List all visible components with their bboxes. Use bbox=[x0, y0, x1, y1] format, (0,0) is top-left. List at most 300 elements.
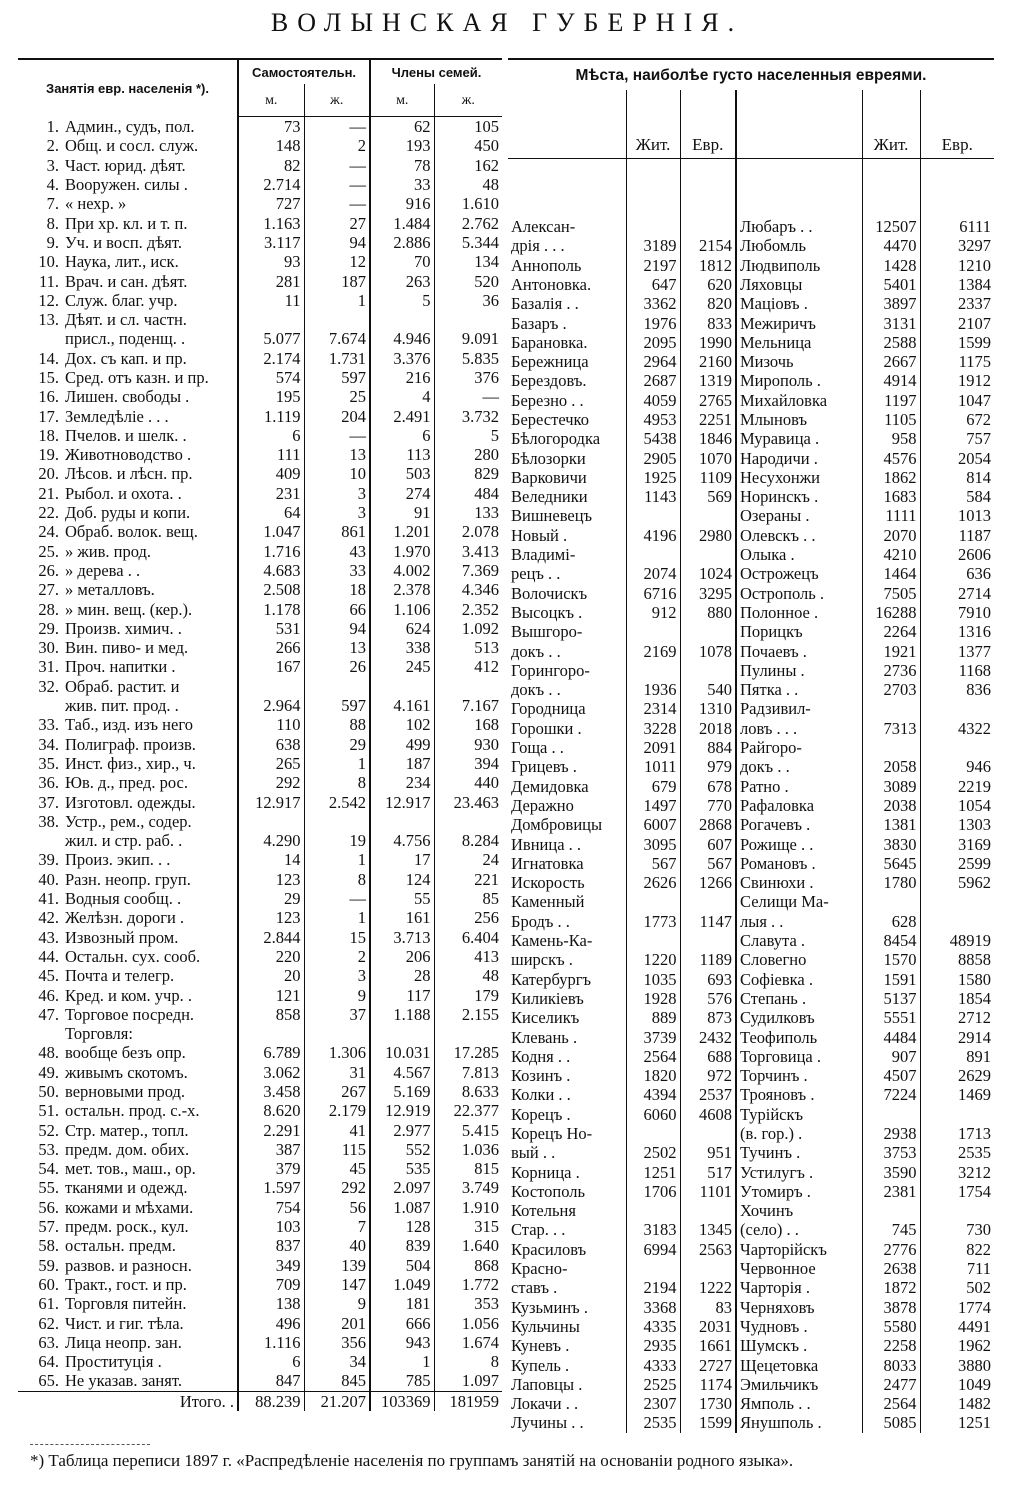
value-cell bbox=[238, 677, 304, 696]
table-row bbox=[18, 271, 502, 290]
table-row bbox=[18, 213, 502, 232]
value-cell: 28 bbox=[370, 966, 434, 985]
row-number: 59. bbox=[38, 1255, 59, 1275]
place-name bbox=[736, 159, 862, 179]
place-name: Березно . . bbox=[511, 390, 584, 410]
value-cell: 15 bbox=[304, 927, 370, 946]
zhit-cell: 4484 bbox=[862, 1027, 920, 1046]
table-row bbox=[18, 1140, 502, 1159]
evr-cell: 2629 bbox=[920, 1066, 994, 1085]
place-name: Шумскъ . bbox=[736, 1336, 862, 1355]
zhit-cell: 1780 bbox=[862, 873, 920, 892]
place-name: Людвиполь bbox=[736, 255, 862, 274]
zhit-cell: 1251 bbox=[626, 1162, 680, 1181]
zhit-cell: 5551 bbox=[862, 1008, 920, 1027]
place-name: Почаевъ . bbox=[736, 641, 862, 660]
value-cell: 3.713 bbox=[370, 927, 434, 946]
value-cell: 147 bbox=[304, 1275, 370, 1294]
value-cell: 3.749 bbox=[434, 1178, 502, 1197]
row-number: 18. bbox=[38, 425, 59, 445]
evr-cell: 620 bbox=[680, 275, 736, 294]
evr-cell: 1846 bbox=[680, 429, 736, 448]
table-row bbox=[508, 178, 994, 197]
place-name: Межиричъ bbox=[736, 313, 862, 332]
place-name: Мельница bbox=[736, 333, 862, 352]
place-name: Черняховъ bbox=[736, 1298, 862, 1317]
evr-cell: 946 bbox=[920, 757, 994, 776]
zhit-cell: 2703 bbox=[862, 680, 920, 699]
value-cell: 815 bbox=[434, 1159, 502, 1178]
zhit-cell: 2314 bbox=[626, 699, 680, 718]
row-number bbox=[18, 696, 62, 715]
zhit-cell: 2535 bbox=[626, 1413, 680, 1432]
table-row bbox=[18, 850, 502, 869]
place-name: Берестечко bbox=[511, 410, 589, 429]
value-cell bbox=[370, 812, 434, 831]
evr-cell: 1303 bbox=[920, 815, 994, 834]
value-cell: 2 bbox=[304, 947, 370, 966]
value-cell: 7.813 bbox=[434, 1063, 502, 1082]
zhit-cell: 12507 bbox=[862, 217, 920, 236]
zhit-cell: 3095 bbox=[626, 834, 680, 853]
place-name: Городница bbox=[511, 699, 586, 719]
value-cell: 187 bbox=[370, 754, 434, 773]
value-cell: 3 bbox=[304, 966, 370, 985]
table-row bbox=[508, 1317, 994, 1336]
value-cell: 531 bbox=[238, 619, 304, 638]
place-name: Гоща . . bbox=[511, 738, 564, 758]
value-cell: 281 bbox=[238, 271, 304, 290]
evr-cell: 1189 bbox=[680, 950, 736, 969]
value-cell: 256 bbox=[434, 908, 502, 927]
table-row bbox=[18, 1101, 502, 1120]
value-cell: 167 bbox=[238, 657, 304, 676]
row-number: 31. bbox=[38, 657, 59, 677]
occupation-label: Торговля: bbox=[62, 1024, 238, 1043]
row-number: 14. bbox=[38, 348, 59, 368]
evr-cell: 972 bbox=[680, 1066, 736, 1085]
evr-cell bbox=[920, 1201, 994, 1220]
zhit-cell bbox=[862, 178, 920, 197]
value-cell: 349 bbox=[238, 1256, 304, 1275]
place-name: Новый . bbox=[511, 525, 568, 545]
table-row bbox=[508, 815, 994, 834]
value-cell: 220 bbox=[238, 947, 304, 966]
evr-cell bbox=[920, 892, 994, 911]
value-cell: 484 bbox=[434, 484, 502, 503]
place-name: ловъ . . . bbox=[736, 719, 862, 738]
place-name: Демидовка bbox=[511, 776, 589, 796]
place-name: Каменный bbox=[511, 892, 585, 912]
table-row bbox=[18, 792, 502, 811]
evr-cell: 569 bbox=[680, 487, 736, 506]
row-number: 24. bbox=[38, 522, 59, 542]
row-number: 1. bbox=[46, 116, 59, 136]
value-cell: 1.097 bbox=[434, 1371, 502, 1391]
occupation-label: При хр. кл. и т. п. bbox=[62, 213, 238, 232]
evr-cell: 8858 bbox=[920, 950, 994, 969]
occupation-label: Лѣсов. и лѣсн. пр. bbox=[62, 464, 238, 483]
zhit-cell: 3590 bbox=[862, 1162, 920, 1181]
table-row bbox=[18, 735, 502, 754]
evr-cell bbox=[680, 217, 736, 236]
value-cell: 535 bbox=[370, 1159, 434, 1178]
occupation-label: развов. и разносн. bbox=[62, 1256, 238, 1275]
place-name: Ямполь . . bbox=[736, 1394, 862, 1413]
value-cell: 2.491 bbox=[370, 406, 434, 425]
value-cell: 22.377 bbox=[434, 1101, 502, 1120]
zhit-cell: 3362 bbox=[626, 294, 680, 313]
value-cell: 3.117 bbox=[238, 233, 304, 252]
evr-cell bbox=[920, 1105, 994, 1124]
row-number: 4. bbox=[46, 175, 59, 195]
table-row bbox=[508, 1259, 994, 1278]
value-cell: 267 bbox=[304, 1082, 370, 1101]
place-name: Несухонжи bbox=[736, 468, 862, 487]
evr-cell: 2337 bbox=[920, 294, 994, 313]
value-cell: 12.917 bbox=[238, 792, 304, 811]
evr-header: Евр. bbox=[920, 90, 994, 159]
place-name: Высоцкъ . bbox=[511, 602, 583, 622]
evr-cell: 2219 bbox=[920, 777, 994, 796]
row-number: 9. bbox=[46, 232, 59, 252]
value-cell: 73 bbox=[238, 117, 304, 137]
place-name: Хочинъ bbox=[736, 1201, 862, 1220]
zhit-cell: 2038 bbox=[862, 796, 920, 815]
place-name: Мизочь bbox=[736, 352, 862, 371]
value-cell: 1.047 bbox=[238, 522, 304, 541]
value-cell: 115 bbox=[304, 1140, 370, 1159]
value-cell: 1.188 bbox=[370, 1005, 434, 1024]
occupation-label: Вин. пиво- и мед. bbox=[62, 638, 238, 657]
table-row bbox=[18, 522, 502, 541]
table-row bbox=[18, 1371, 502, 1391]
place-name: вый . . bbox=[511, 1143, 556, 1163]
evr-cell: 711 bbox=[920, 1259, 994, 1278]
value-cell: 552 bbox=[370, 1140, 434, 1159]
value-cell: 1 bbox=[304, 850, 370, 869]
evr-cell: 2599 bbox=[920, 854, 994, 873]
table-row bbox=[18, 1236, 502, 1255]
row-number: 54. bbox=[38, 1159, 59, 1179]
occupation-label: Дох. съ кап. и пр. bbox=[62, 349, 238, 368]
zhit-cell: 3753 bbox=[862, 1143, 920, 1162]
table-row bbox=[508, 1047, 994, 1066]
zhit-cell: 1936 bbox=[626, 680, 680, 699]
table-row bbox=[18, 1313, 502, 1332]
occupation-label: Торговля питейн. bbox=[62, 1294, 238, 1313]
place-name: Чарторійскъ bbox=[736, 1240, 862, 1259]
zhit-cell bbox=[862, 892, 920, 911]
row-number: 56. bbox=[38, 1197, 59, 1217]
value-cell: 12.917 bbox=[370, 792, 434, 811]
value-cell: 409 bbox=[238, 464, 304, 483]
zhit-cell: 7505 bbox=[862, 584, 920, 603]
places-body bbox=[508, 159, 994, 1433]
table-row bbox=[508, 333, 994, 352]
evr-cell: 820 bbox=[680, 294, 736, 313]
places-name-header bbox=[508, 90, 626, 159]
occupation-label: Животноводство . bbox=[62, 445, 238, 464]
value-cell: 315 bbox=[434, 1217, 502, 1236]
occupation-label: Уч. и восп. дѣят. bbox=[62, 233, 238, 252]
zhit-cell: 2058 bbox=[862, 757, 920, 776]
occupation-label: Пчелов. и шелк. . bbox=[62, 426, 238, 445]
value-cell: 133 bbox=[434, 503, 502, 522]
table-row bbox=[508, 1375, 994, 1394]
value-cell: 43 bbox=[304, 542, 370, 561]
table-row bbox=[18, 638, 502, 657]
table-row bbox=[508, 371, 994, 390]
place-name: Красно- bbox=[511, 1259, 568, 1279]
occupation-label: жив. пит. прод. . bbox=[62, 696, 238, 715]
table-row bbox=[18, 445, 502, 464]
zhit-cell bbox=[626, 1259, 680, 1278]
evr-cell bbox=[680, 545, 736, 564]
total-cell: 181959 bbox=[434, 1391, 502, 1411]
place-name: Чудновъ . bbox=[736, 1317, 862, 1336]
occupation-label: Извозный пром. bbox=[62, 927, 238, 946]
value-cell: 82 bbox=[238, 156, 304, 175]
value-cell: 496 bbox=[238, 1313, 304, 1332]
zhit-cell: 2626 bbox=[626, 873, 680, 892]
value-cell: 34 bbox=[304, 1352, 370, 1371]
table-row bbox=[18, 754, 502, 773]
value-cell: 292 bbox=[238, 773, 304, 792]
value-cell: 1.674 bbox=[434, 1333, 502, 1352]
evr-cell: 2712 bbox=[920, 1008, 994, 1027]
table-row bbox=[508, 969, 994, 988]
table-row bbox=[18, 329, 502, 348]
place-name bbox=[508, 159, 626, 179]
table-row bbox=[508, 1201, 994, 1220]
zhit-cell: 3878 bbox=[862, 1298, 920, 1317]
place-name: Кульчины bbox=[511, 1316, 580, 1336]
table-row bbox=[18, 561, 502, 580]
zhit-cell: 1197 bbox=[862, 391, 920, 410]
evr-cell bbox=[680, 506, 736, 525]
value-cell: 24 bbox=[434, 850, 502, 869]
value-cell: 1.484 bbox=[370, 213, 434, 232]
table-row bbox=[18, 349, 502, 368]
table-row bbox=[18, 484, 502, 503]
zhit-cell: 1773 bbox=[626, 912, 680, 931]
value-cell: 7.674 bbox=[304, 329, 370, 348]
table-row bbox=[18, 503, 502, 522]
place-name: (село) . . bbox=[736, 1220, 862, 1239]
place-name: Рогачевъ . bbox=[736, 815, 862, 834]
table-row bbox=[508, 217, 994, 236]
occupation-label: вообще безъ опр. bbox=[62, 1043, 238, 1062]
table-row bbox=[508, 255, 994, 274]
value-cell: 1 bbox=[304, 291, 370, 310]
value-cell: 121 bbox=[238, 985, 304, 1004]
table-row bbox=[18, 156, 502, 175]
table-row bbox=[18, 715, 502, 734]
table-row bbox=[508, 603, 994, 622]
row-number: 20. bbox=[38, 464, 59, 484]
row-number: 13. bbox=[38, 310, 59, 330]
evr-cell: 1912 bbox=[920, 371, 994, 390]
evr-cell: 1049 bbox=[920, 1375, 994, 1394]
occupation-label: верновыми прод. bbox=[62, 1082, 238, 1101]
table-row bbox=[18, 812, 502, 831]
occupation-label: Изготовл. одежды. bbox=[62, 792, 238, 811]
evr-cell: 1730 bbox=[680, 1394, 736, 1413]
place-name: дрія . . . bbox=[511, 236, 565, 256]
occupation-label: Част. юрид. дѣят. bbox=[62, 156, 238, 175]
value-cell: 3 bbox=[304, 484, 370, 503]
row-number: 11. bbox=[38, 271, 59, 291]
occupation-label: остальн. прод. с.-х. bbox=[62, 1101, 238, 1120]
table-row bbox=[18, 985, 502, 1004]
value-cell: 1.910 bbox=[434, 1198, 502, 1217]
place-name: Искорость bbox=[511, 873, 585, 893]
evr-cell: 688 bbox=[680, 1047, 736, 1066]
zhit-cell: 1976 bbox=[626, 313, 680, 332]
value-cell bbox=[238, 812, 304, 831]
table-row bbox=[508, 1124, 994, 1143]
evr-cell: 4322 bbox=[920, 719, 994, 738]
place-name: рецъ . . bbox=[511, 564, 561, 584]
table-row bbox=[508, 1105, 994, 1124]
value-cell: 88 bbox=[304, 715, 370, 734]
table-row bbox=[18, 1005, 502, 1024]
evr-cell bbox=[680, 1259, 736, 1278]
place-name: Волочискъ bbox=[511, 583, 588, 603]
table-row bbox=[508, 1220, 994, 1239]
value-cell bbox=[304, 310, 370, 329]
table-row bbox=[508, 429, 994, 448]
value-cell: 356 bbox=[304, 1333, 370, 1352]
value-cell: 117 bbox=[370, 985, 434, 1004]
row-number: 49. bbox=[38, 1062, 59, 1082]
place-name: Полонное . bbox=[736, 603, 862, 622]
place-name: Костополь bbox=[511, 1181, 586, 1201]
value-cell bbox=[370, 310, 434, 329]
occupation-label: предм. дом. обих. bbox=[62, 1140, 238, 1159]
zhit-cell: 2687 bbox=[626, 371, 680, 390]
value-cell: 2.762 bbox=[434, 213, 502, 232]
zhit-cell: 8033 bbox=[862, 1355, 920, 1374]
place-name: Ляховцы bbox=[736, 275, 862, 294]
evr-cell: 951 bbox=[680, 1143, 736, 1162]
place-name: Лаповцы . bbox=[511, 1374, 583, 1394]
value-cell: 499 bbox=[370, 735, 434, 754]
occupation-label: Наука, лит., иск. bbox=[62, 252, 238, 271]
table-row bbox=[18, 136, 502, 155]
evr-cell: 1812 bbox=[680, 255, 736, 274]
footnote-rule bbox=[30, 1444, 150, 1445]
value-cell: 9 bbox=[304, 985, 370, 1004]
value-cell: 10 bbox=[304, 464, 370, 483]
zhit-cell: 1111 bbox=[862, 506, 920, 525]
table-row bbox=[508, 757, 994, 776]
value-cell: 9.091 bbox=[434, 329, 502, 348]
value-cell: 4.946 bbox=[370, 329, 434, 348]
place-name: Вышгоро- bbox=[511, 622, 583, 642]
family-m-header: м. bbox=[370, 84, 434, 117]
row-number: 17. bbox=[38, 406, 59, 426]
value-cell: 394 bbox=[434, 754, 502, 773]
value-cell bbox=[238, 310, 304, 329]
evr-cell bbox=[920, 178, 994, 197]
value-cell: 148 bbox=[238, 136, 304, 155]
zhit-cell: 3189 bbox=[626, 236, 680, 255]
value-cell: 111 bbox=[238, 445, 304, 464]
value-cell: 139 bbox=[304, 1256, 370, 1275]
value-cell: 6 bbox=[370, 426, 434, 445]
table-row bbox=[508, 159, 994, 179]
table-row bbox=[18, 619, 502, 638]
evr-cell: 884 bbox=[680, 738, 736, 757]
table-row bbox=[18, 1294, 502, 1313]
evr-cell: 4491 bbox=[920, 1317, 994, 1336]
row-number: 16. bbox=[38, 387, 59, 407]
zhit-cell: 4394 bbox=[626, 1085, 680, 1104]
table-row bbox=[508, 1066, 994, 1085]
value-cell: 3 bbox=[304, 503, 370, 522]
place-name: Устилугъ . bbox=[736, 1162, 862, 1181]
evr-cell: 757 bbox=[920, 429, 994, 448]
zhit-cell: 1872 bbox=[862, 1278, 920, 1297]
row-number: 62. bbox=[38, 1313, 59, 1333]
evr-cell bbox=[920, 159, 994, 179]
value-cell: 266 bbox=[238, 638, 304, 657]
value-cell: 221 bbox=[434, 870, 502, 889]
occupation-label: Доб. руды и копи. bbox=[62, 503, 238, 522]
table-row bbox=[18, 464, 502, 483]
value-cell: 265 bbox=[238, 754, 304, 773]
place-name: докъ . . bbox=[736, 757, 862, 776]
zhit-cell: 4953 bbox=[626, 410, 680, 429]
value-cell: 5.835 bbox=[434, 349, 502, 368]
value-cell: 31 bbox=[304, 1063, 370, 1082]
zhit-cell: 2264 bbox=[862, 622, 920, 641]
place-name: Кодня . . bbox=[511, 1046, 571, 1066]
value-cell: 5.344 bbox=[434, 233, 502, 252]
table-row bbox=[18, 927, 502, 946]
evr-cell bbox=[920, 738, 994, 757]
value-cell: 201 bbox=[304, 1313, 370, 1332]
zhit-cell: 2667 bbox=[862, 352, 920, 371]
value-cell: 1.731 bbox=[304, 349, 370, 368]
value-cell: 4.161 bbox=[370, 696, 434, 715]
evr-cell: 1266 bbox=[680, 873, 736, 892]
table-row bbox=[508, 796, 994, 815]
evr-cell: 1310 bbox=[680, 699, 736, 718]
evr-cell: 2054 bbox=[920, 448, 994, 467]
table-row bbox=[18, 368, 502, 387]
value-cell: 4.683 bbox=[238, 561, 304, 580]
value-cell: 134 bbox=[434, 252, 502, 271]
evr-cell: 2018 bbox=[680, 719, 736, 738]
occupation-label: Разн. неопр. груп. bbox=[62, 870, 238, 889]
table-row bbox=[508, 1182, 994, 1201]
value-cell: 280 bbox=[434, 445, 502, 464]
evr-cell: 1147 bbox=[680, 912, 736, 931]
table-row bbox=[508, 854, 994, 873]
evr-cell bbox=[680, 159, 736, 179]
place-name: Любаръ . . bbox=[736, 217, 862, 236]
zhit-cell: 2095 bbox=[626, 333, 680, 352]
place-name: Радзивил- bbox=[736, 699, 862, 718]
value-cell: 727 bbox=[238, 194, 304, 213]
row-number: 26. bbox=[38, 560, 59, 580]
place-name: Порицкъ bbox=[736, 622, 862, 641]
evr-cell: 1109 bbox=[680, 468, 736, 487]
place-name: Антоновка. bbox=[511, 274, 592, 294]
